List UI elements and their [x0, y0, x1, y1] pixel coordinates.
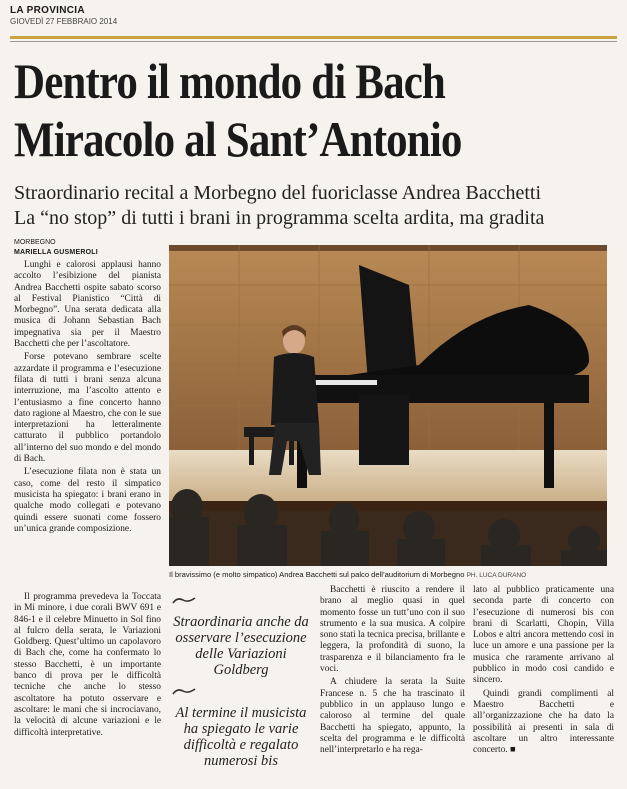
subheadline — [14, 181, 614, 231]
article-paragraph: Lunghi e calorosi applausi hanno accolto l’esibizione del pianista Andrea Bacchetti ospite sabato scorso al Festival Pianistico “Città di Morbegno”. Una serata dedicata alla musica di Johann Sebastian Bach impegnativa sia per il Maestro Bacchetti che per l’ascoltatore. — [14, 260, 161, 350]
article-paragraph: Forse potevano sembrare scelte azzardate il programma e l’esecuzione filata di tutti i brani senza alcuna interruzione, ma l’ascolto attento e l’entusiasmo a fine concerto hanno dato ragione al Maestro, che con le sue interpretazioni ha letteralmente catturato il pubblico portandolo all’interno del suo mondo e del mondo di Bach. — [14, 352, 161, 465]
photo-caption — [169, 570, 609, 581]
article-paragraph: Bacchetti è riuscito a rendere il brano al meglio quasi in quel momento fosse un tutt’uno con il suo strumento e la sua musica. A colpire sono stati la tecnica precisa, brillante e leggera, la profondità di suono, la trasparenza e il bilanciamento fra le voci. — [320, 585, 465, 675]
author-name: MARIELLA GUSMEROLI — [14, 249, 98, 256]
dateline-place: MORBEGNO — [14, 239, 56, 246]
pull-quotes — [171, 595, 311, 769]
article-paragraph: lato al pubblico praticamente una seconda parte di concerto con l’esecuzione di numerosi bis con brani di Scarlatti, Chopin, Villa Lobos e altri ancora mettendo così in luce un amore e una passione per la musica che raramente arrivano al pubblico in modo così candido e sincero. — [473, 585, 614, 686]
headline-line-2: Miracolo al Sant’Antonio — [14, 111, 462, 167]
caption-text: Il bravissimo (e molto simpatico) Andrea Bacchetti sul palco dell’auditorium di Morbegno — [169, 570, 465, 579]
article-column-1-continued — [14, 592, 161, 741]
photo-credit: PH. LUCA DURANO — [466, 572, 527, 579]
byline — [14, 238, 98, 258]
pull-quote-1: Straordinaria anche da osservare l’esecuzione delle Variazioni Goldberg — [173, 614, 309, 678]
headline — [14, 52, 530, 168]
article-paragraph: Quindi grandi complimenti al Maestro Bacchetti e all’organizzazione che ha dato la possibilità ai presenti in sala di ascoltare un altro interessante concerto. ■ — [473, 688, 614, 756]
quote-ornament-icon — [171, 688, 197, 697]
newspaper-name: LA PROVINCIA — [10, 5, 85, 16]
masthead — [10, 5, 617, 26]
issue-date: GIOVEDÌ 27 FEBBRAIO 2014 — [10, 17, 118, 26]
article-column-3 — [320, 585, 465, 758]
quote-ornament-icon — [171, 597, 197, 606]
header-rule-thin — [10, 41, 617, 42]
article-paragraph: Il programma prevedeva la Toccata in Mi minore, i due corali BWV 691 e 846-1 e il celebre Minuetto in Sol fino al fulcro della serata, le Variazioni Goldberg. Quest’ultimo un capolavoro di Bach che, come ha confermato lo stesso Bacchetti, è un importante banco di prova per le difficoltà tecniche che anche lo stesso ascoltatore ha potuto osservare e ascoltare: le mani che si incrociavano, la velocità di alcune variazioni e le difficoltà interpretative. — [14, 592, 161, 738]
pull-quote-2: Al termine il musicista ha spiegato le varie difficoltà e regalato numerosi bis — [175, 705, 307, 769]
subheadline-line-2: La “no stop” di tutti i brani in programma scelta ardita, ma gradita — [14, 207, 545, 229]
subheadline-line-1: Straordinario recital a Morbegno del fuoriclasse Andrea Bacchetti — [14, 182, 542, 204]
header-rule — [10, 36, 617, 39]
headline-line-1: Dentro il mondo di Bach — [14, 53, 445, 109]
article-column-4 — [473, 585, 614, 758]
article-paragraph: A chiudere la serata la Suite Francese n. 5 che ha trascinato il pubblico in un applauso lungo e caloroso al termine del quale Bacchetti ha spiegato, appunto, la scelta del programma e le difficoltà nell’interpretarlo e ha rega- — [320, 677, 465, 756]
pianist-on-stage-image — [169, 245, 607, 566]
article-column-1 — [14, 260, 161, 537]
article-paragraph: L’esecuzione filata non è stata un caso, come del resto il simpatico musicista ha spiegato: i brani erano in qualche modo collegati e potevano quindi essere suonati come fossero un’unica grande composizione. — [14, 467, 161, 534]
concert-photo — [169, 245, 607, 566]
